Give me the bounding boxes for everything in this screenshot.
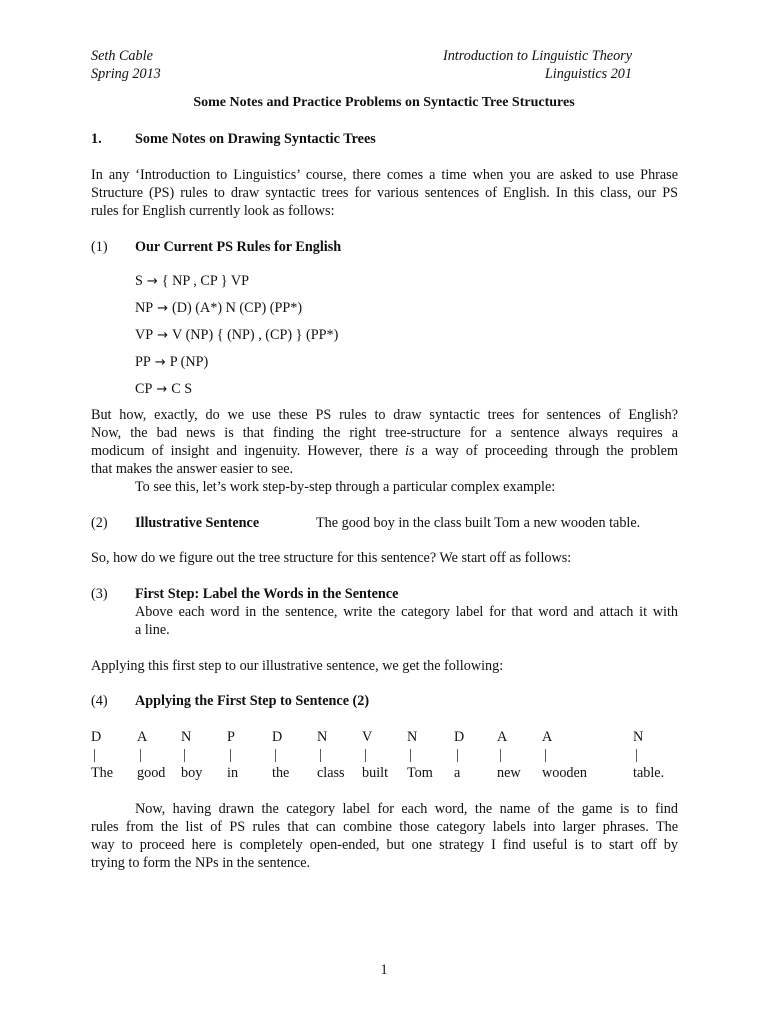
sentence-word: good	[137, 765, 166, 781]
page-number: 1	[380, 962, 388, 978]
arrow-icon: →	[157, 301, 169, 316]
paragraph-line: trying to form the NPs in the sentence.	[91, 855, 311, 871]
attachment-line: |	[409, 747, 412, 763]
ps-rule-lhs: S	[135, 273, 143, 289]
ps-rule	[135, 353, 208, 372]
attachment-line: |	[544, 747, 547, 763]
section-number: 1.	[91, 131, 102, 147]
ps-rule	[135, 380, 192, 399]
illustrative-sentence: The good boy in the class built Tom a new wooden table.	[316, 515, 641, 531]
sentence-word: the	[272, 765, 290, 781]
category-label: N	[407, 729, 418, 745]
attachment-line: |	[635, 747, 638, 763]
paragraph-5	[91, 800, 678, 872]
category-label: V	[362, 729, 373, 745]
paragraph-line: But how, exactly, do we use these PS rules to draw syntactic trees for sentences of English?	[91, 407, 678, 423]
emphasis: is	[405, 443, 415, 459]
ps-rule-rhs: (D) (A*) N (CP) (PP*)	[172, 300, 303, 316]
category-label: P	[227, 729, 235, 745]
example-body-line: a line.	[135, 622, 170, 638]
section-heading: Some Notes on Drawing Syntactic Trees	[135, 131, 376, 147]
sentence-word: wooden	[542, 765, 587, 781]
attachment-line: |	[319, 747, 322, 763]
line-text: modicum of insight and ingenuity. However, there	[91, 443, 398, 459]
ps-rule	[135, 326, 338, 345]
example-number: (3)	[91, 586, 108, 602]
paragraph-line: rules from the list of PS rules that can combine those category labels into larger phrases. The	[91, 819, 678, 835]
header-course-title: Introduction to Linguistic Theory	[442, 48, 632, 64]
example-number: (4)	[91, 693, 108, 709]
ps-rule-rhs: V (NP) { (NP) , (CP) } (PP*)	[172, 327, 339, 343]
attachment-line: |	[456, 747, 459, 763]
category-label: A	[542, 729, 553, 745]
example-heading: Our Current PS Rules for English	[135, 239, 342, 255]
arrow-icon: →	[156, 382, 168, 397]
example-heading: Applying the First Step to Sentence (2)	[135, 693, 370, 709]
paragraph-line: Now, having drawn the category label for each word, the name of the game is to find	[135, 801, 678, 817]
header-course-number: Linguistics 201	[544, 66, 632, 82]
example-number: (1)	[91, 239, 108, 255]
attachment-line: |	[229, 747, 232, 763]
category-label: D	[454, 729, 465, 745]
ps-rule-lhs: NP	[135, 300, 154, 316]
sentence-word: new	[497, 765, 521, 781]
sentence-word: Tom	[407, 765, 433, 781]
example-number: (2)	[91, 515, 108, 531]
example-body	[135, 603, 678, 639]
ps-rule-lhs: CP	[135, 381, 153, 397]
attachment-line: |	[183, 747, 186, 763]
arrow-icon: →	[157, 328, 169, 343]
sentence-word: a	[454, 765, 461, 781]
category-label: N	[181, 729, 192, 745]
header-author: Seth Cable	[91, 48, 153, 64]
category-label: N	[317, 729, 328, 745]
sentence-word: class	[317, 765, 345, 781]
arrow-icon: →	[154, 355, 166, 370]
intro-line: Structure (PS) rules to draw syntactic trees for various sentences of English. In this class, our PS	[91, 185, 678, 201]
attachment-line: |	[274, 747, 277, 763]
intro-paragraph	[91, 166, 678, 220]
sentence-word: in	[227, 765, 239, 781]
category-label: A	[497, 729, 508, 745]
ps-rule-rhs: P (NP)	[169, 354, 209, 370]
header-term: Spring 2013	[91, 66, 161, 82]
example-body-line: Above each word in the sentence, write the category label for that word and attach it with	[135, 604, 678, 620]
attachment-line: |	[93, 747, 96, 763]
attachment-line: |	[499, 747, 502, 763]
category-label: D	[91, 729, 102, 745]
ps-rule-lhs: PP	[135, 354, 151, 370]
category-label: N	[633, 729, 644, 745]
sentence-word: built	[362, 765, 389, 781]
line-text: a way of proceeding through the problem	[421, 443, 679, 459]
paragraph-line: To see this, let’s work step-by-step through a particular complex example:	[135, 479, 556, 495]
intro-line: In any ‘Introduction to Linguistics’ course, there comes a time when you are asked to use Phrase	[91, 167, 678, 183]
paragraph-3: So, how do we figure out the tree structure for this sentence? We start off as follows:	[91, 550, 572, 566]
category-label: D	[272, 729, 283, 745]
paragraph-line	[91, 442, 678, 460]
attachment-line: |	[364, 747, 367, 763]
sentence-word: boy	[181, 765, 203, 781]
example-heading: First Step: Label the Words in the Sentence	[135, 586, 399, 602]
arrow-icon: →	[146, 274, 158, 289]
ps-rule-rhs: C S	[171, 381, 193, 397]
paragraph-4: Applying this first step to our illustrative sentence, we get the following:	[91, 658, 504, 674]
page-title: Some Notes and Practice Problems on Syntactic Tree Structures	[193, 95, 575, 110]
category-label: A	[137, 729, 148, 745]
ps-rule	[135, 272, 249, 291]
example-heading: Illustrative Sentence	[135, 515, 260, 531]
sentence-word: The	[91, 765, 114, 781]
paragraph-line: Now, the bad news is that finding the right tree-structure for a sentence always requires a	[91, 425, 678, 441]
intro-line: rules for English currently look as follows:	[91, 203, 335, 219]
ps-rule-lhs: VP	[135, 327, 154, 343]
ps-rule-rhs: { NP , CP } VP	[161, 273, 250, 289]
sentence-word: table.	[633, 765, 665, 781]
paragraph-line: that makes the answer easier to see.	[91, 461, 294, 477]
attachment-line: |	[139, 747, 142, 763]
paragraph-2	[91, 406, 678, 496]
paragraph-line: way to proceed here is completely open-ended, but one strategy I find useful is to start off by	[91, 837, 678, 853]
ps-rule	[135, 299, 302, 318]
